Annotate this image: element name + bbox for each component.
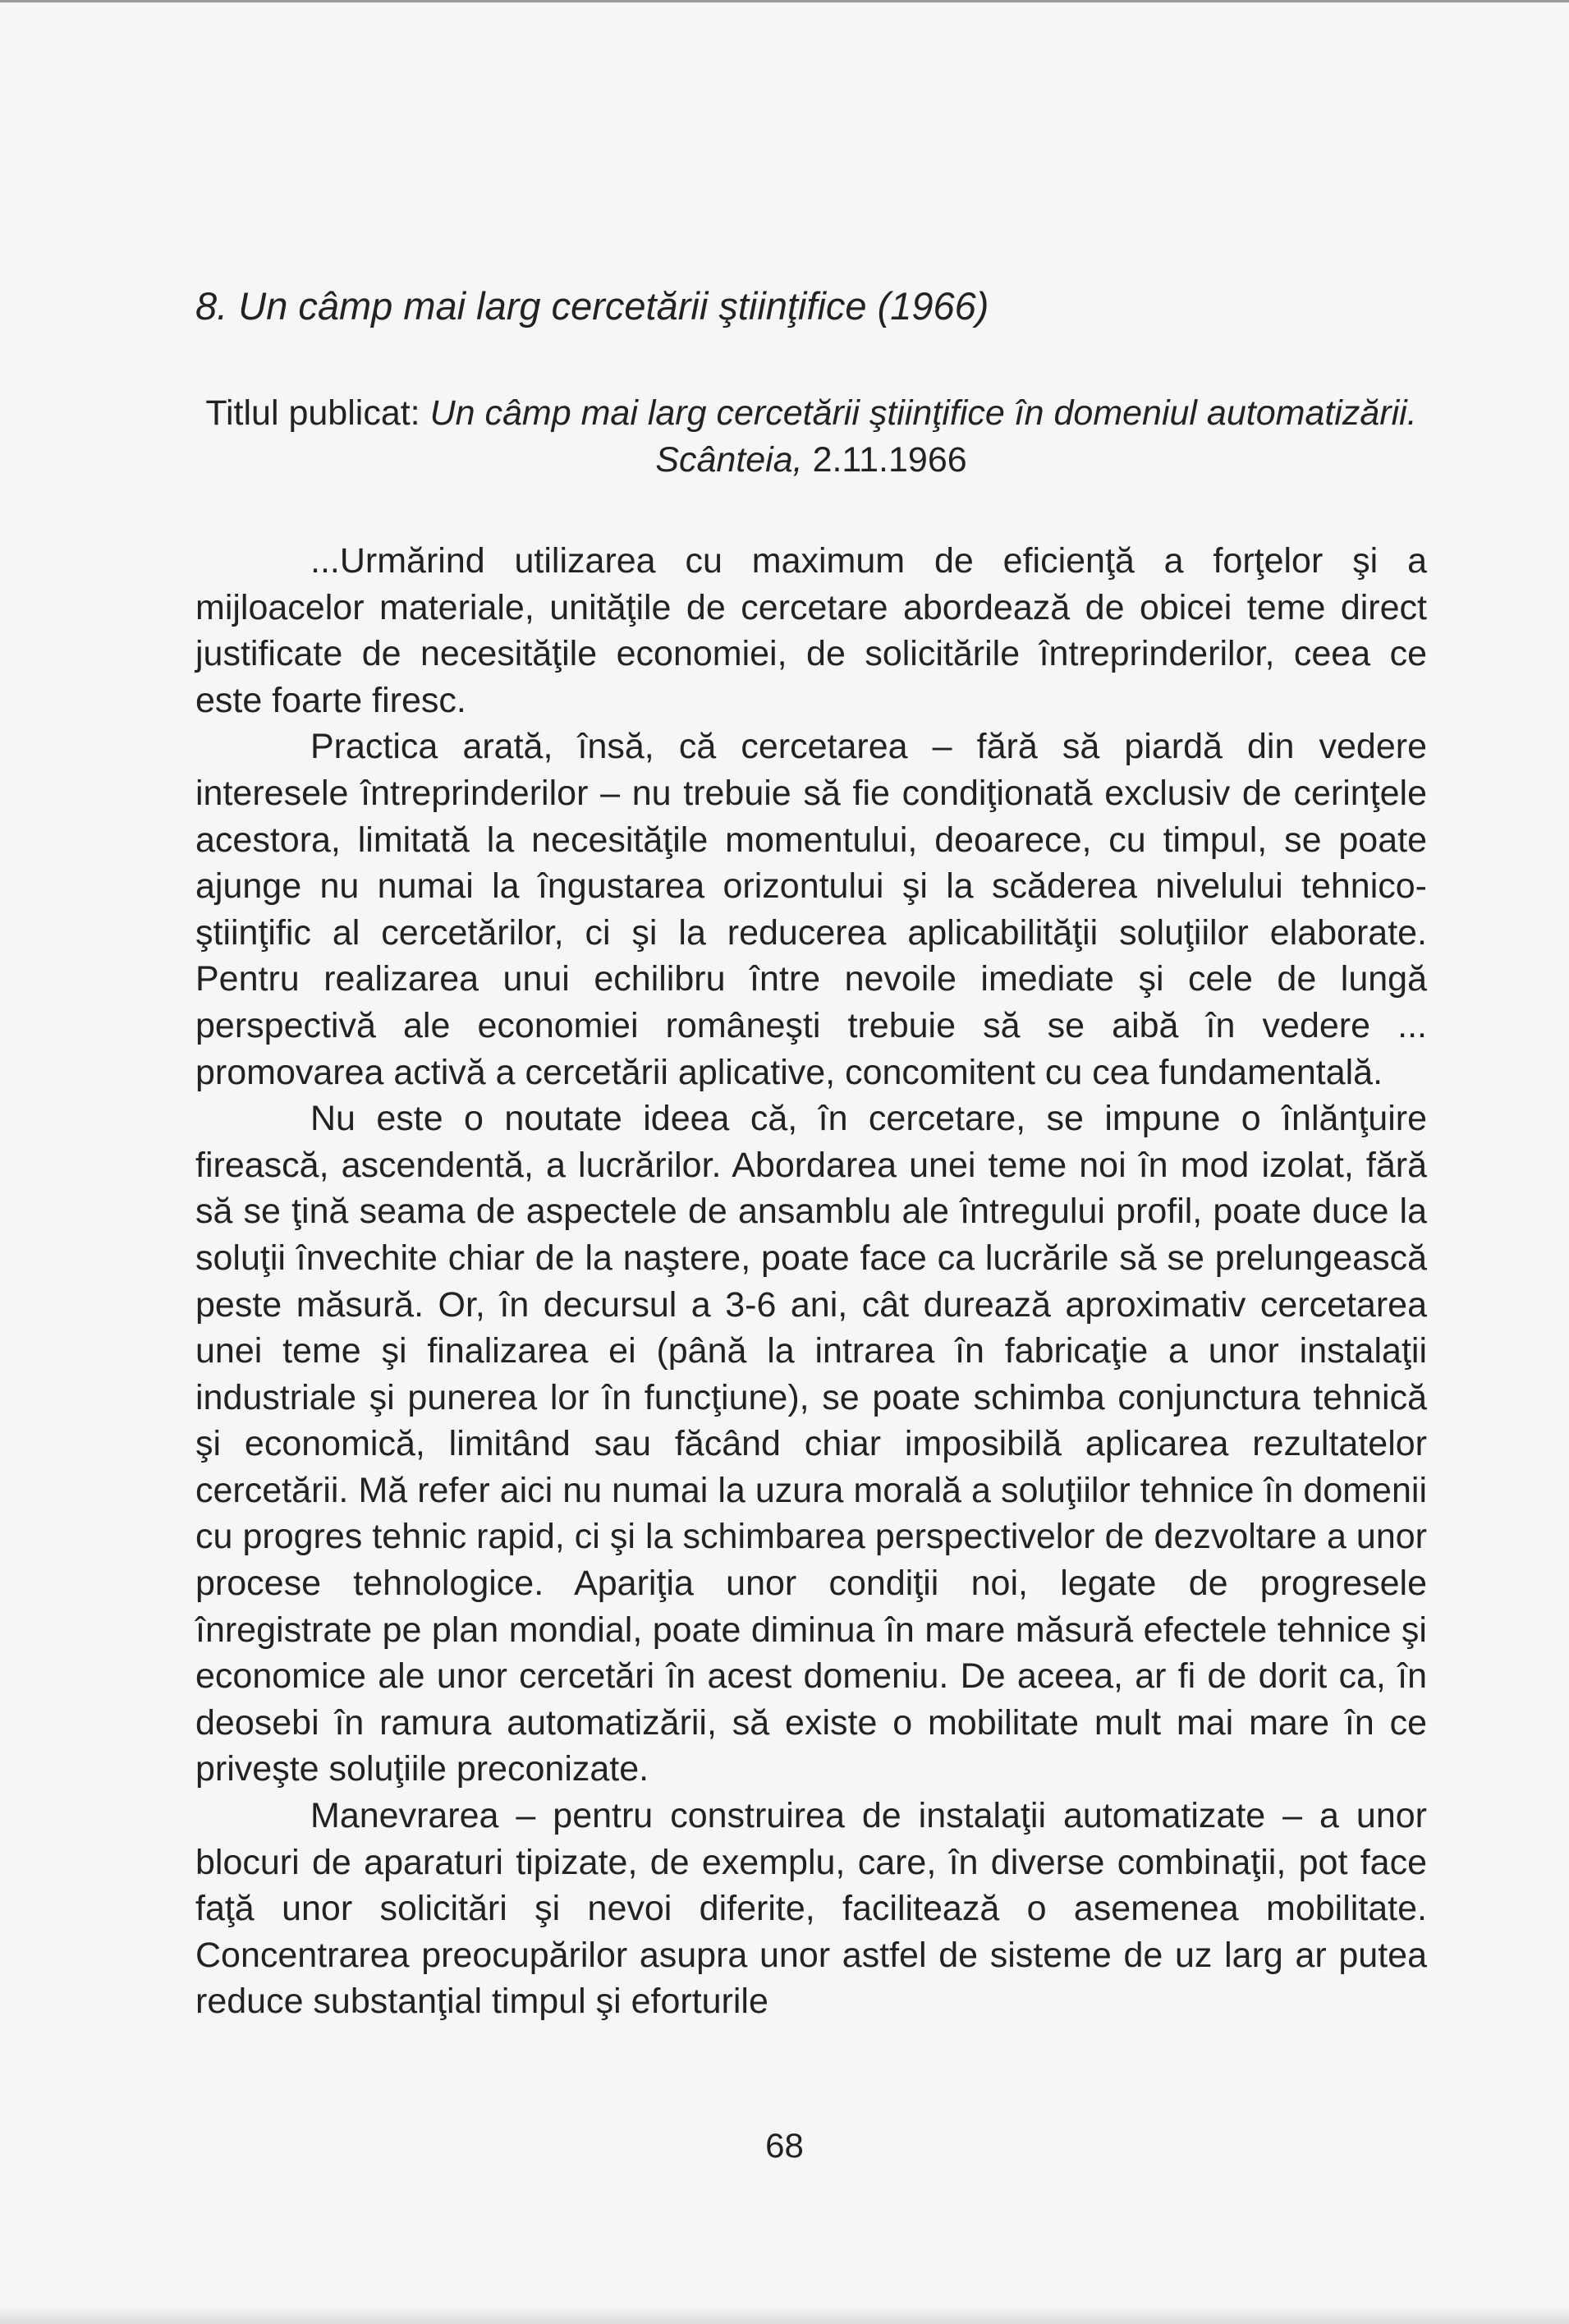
paragraph-3: Nu este o noutate ideea că, în cercetare, se impune o înlănţuire firească, ascendentă, a lucrărilor. Abordarea unei teme noi în mod izolat, fără să se ţină seama de aspectele de ansamblu ale întregului profil, poate duce la soluţii învechite chiar de la naştere, poate face ca lucrările să se prelungească peste măsură. Or, în decursul a 3-6 ani, cât durează aproximativ cercetarea unei teme şi finalizarea ei (până la intrarea în fabricaţie a unor instalaţii industriale şi punerea lor în funcţiune), se poate schimba conjunctura tehnică şi economică, limitând sau făcând chiar imposibilă aplicarea rezultatelor cercetării. Mă refer aici nu numai la uzura morală a soluţiilor tehnice în domenii cu progres tehnic rapid, ci şi la schimbarea perspectivelor de dezvoltare a unor procese tehnologice. Apariţia unor condiţii noi, legate de progresele înregistrate pe plan mondial, poate diminua în mare măsură efectele tehnice şi economice ale unor cercetări în acest domeniu. De aceea, ar fi de dorit ca, în deosebi în ramura automatizării, să existe o mobilitate mult mai mare în ce priveşte soluţiile preconizate.: [195, 1099, 1427, 1789]
newspaper-name: Scânteia,: [655, 440, 803, 480]
page-number: 68: [765, 2126, 804, 2165]
section-title: 8. Un câmp mai larg cercetării ştiinţifice (1966): [195, 284, 989, 328]
published-title: Un câmp mai larg cercetării ştiinţifice în domeniul automatizării.: [429, 393, 1417, 433]
source-label: Titlul publicat:: [205, 393, 420, 433]
scan-edge-bottom: [0, 2306, 1569, 2324]
scan-edge-top: [0, 0, 1569, 2]
paragraph-4: Manevrarea – pentru construirea de instalaţii automatizate – a unor blocuri de aparaturi tipizate, de exemplu, care, în diverse combinaţii, pot face faţă unor solicitări şi nevoi diferite, facilitează o asemenea mobilitate. Concentrarea preocupărilor asupra unor astfel de sisteme de uz larg ar putea reduce substanţial timpul şi eforturile: [195, 1796, 1427, 2022]
source-note: [195, 390, 1427, 484]
paragraph-1: ...Urmărind utilizarea cu maximum de eficienţă a forţelor şi a mijloacelor materiale, unităţile de cercetare abordează de obicei teme direct justificate de necesităţile economiei, de solicitările întreprinderilor, ceea ce este foarte firesc.: [195, 541, 1427, 720]
paragraph-2: Practica arată, însă, că cercetarea – fără să piardă din vedere interesele întreprinderilor – nu trebuie să fie condiţionată exclusiv de cerinţele acestora, limitată la necesităţile momentului, deoarece, cu timpul, se poate ajunge nu numai la îngustarea orizontului şi la scăderea nivelului tehnico-ştiinţific al cercetărilor, ci şi la reducerea aplicabilităţii soluţiilor elaborate. Pentru realizarea unui echilibru între nevoile imediate şi cele de lungă perspectivă ale economiei româneşti trebuie să se aibă în vedere ... promovarea activă a cercetării aplicative, concomitent cu cea fundamentală.: [195, 727, 1427, 1092]
article-body: [195, 538, 1427, 2025]
publication-date: 2.11.1966: [812, 440, 967, 480]
